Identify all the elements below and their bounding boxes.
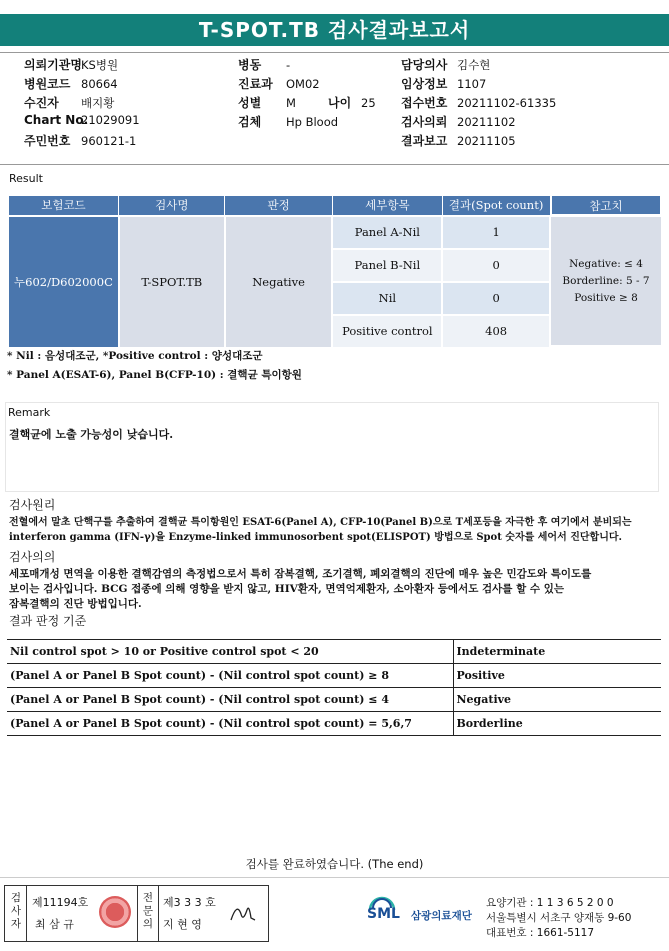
- tester-label-text: 검사자: [10, 892, 22, 930]
- reference-borderline: Borderline: 5 - 7: [562, 274, 650, 287]
- divider: [0, 52, 669, 53]
- result-table: [7, 195, 551, 349]
- report-title: T-SPOT.TB 검사결과보고서: [0, 14, 669, 46]
- info-label: 검체: [238, 115, 262, 129]
- note-panel: * Panel A(ESAT-6), Panel B(CFP-10) : 결핵균 특이항원: [7, 369, 302, 381]
- meaning-line-2: 보이는 검사입니다. BCG 접종에 의해 영향을 받지 않고, HIV환자, 면역억제환자, 소아환자 등에서도 검사를 할 수 있는: [9, 583, 564, 595]
- end-text: 검사를 완료하였습니다. (The end): [245, 857, 424, 871]
- info-label: 검사의뢰: [401, 115, 448, 129]
- reference-column: [551, 195, 661, 345]
- principle-label: 검사원리: [9, 498, 56, 512]
- result-value: 0: [442, 249, 550, 282]
- info-value: Hp Blood: [286, 115, 339, 129]
- detail-item: Nil: [332, 282, 442, 315]
- column-header: 결과(Spot count): [442, 196, 550, 216]
- column-header: 검사명: [119, 196, 225, 216]
- criteria-condition: (Panel A or Panel B Spot count) - (Nil control spot count) ≤ 4: [7, 688, 453, 712]
- meaning-label: 검사의의: [9, 550, 56, 564]
- column-header: 세부항목: [332, 196, 442, 216]
- detail-item: Positive control: [332, 315, 442, 348]
- principle-line-1: 전혈에서 말초 단핵구를 추출하여 결핵균 특이항원인 ESAT-6(Panel A), CFP-10(Panel B)으로 T세포등을 자극한 후 여기에서 분비되는: [9, 517, 632, 528]
- signature-icon: [227, 900, 259, 928]
- info-value: 배지황: [81, 96, 115, 110]
- result-value: 1: [442, 216, 550, 249]
- info-value: 80664: [81, 77, 118, 91]
- criteria-result: Indeterminate: [453, 640, 661, 664]
- info-column-1: [24, 56, 140, 151]
- info-label: 의뢰기관명: [24, 58, 82, 72]
- info-label: 병동: [238, 58, 262, 72]
- info-value: 960121-1: [81, 134, 137, 148]
- info-column-2: [238, 56, 376, 132]
- lab-code: 요양기관 : 1 1 3 6 5 2 0 0: [486, 897, 614, 909]
- info-label: 병원코드: [24, 77, 71, 91]
- result-value: 408: [442, 315, 550, 348]
- detail-item: Panel B-Nil: [332, 249, 442, 282]
- meaning-line-3: 잠복결핵의 진단 방법입니다.: [9, 598, 142, 610]
- insurance-code: 누602/D602000C: [8, 216, 119, 348]
- specialist-number: 제3 3 3 호: [163, 896, 216, 909]
- lab-address: 서울특별시 서초구 양재동 9-60: [486, 912, 632, 924]
- reference-values: [551, 217, 661, 345]
- specialist-label-text: 전문의: [142, 892, 154, 930]
- info-label: 결과보고: [401, 134, 448, 148]
- divider: [26, 886, 27, 941]
- info-label: 수진자: [24, 96, 59, 110]
- info-value: 20211105: [457, 134, 516, 148]
- tester-number: 제11194호: [32, 896, 89, 909]
- column-header: 판정: [225, 196, 333, 216]
- criteria-row: [7, 688, 661, 712]
- info-value: 20211102-61335: [457, 96, 557, 110]
- divider: [0, 877, 669, 878]
- criteria-table: [7, 639, 661, 736]
- judgement: Negative: [225, 216, 333, 348]
- info-label: 접수번호: [401, 96, 448, 110]
- criteria-row: [7, 664, 661, 688]
- info-label: 임상정보: [401, 77, 448, 91]
- criteria-label: 결과 판정 기준: [9, 614, 87, 628]
- criteria-condition: Nil control spot > 10 or Positive control spot < 20: [7, 640, 453, 664]
- criteria-result: Positive: [453, 664, 661, 688]
- divider: [158, 886, 159, 941]
- specialist-label: [139, 892, 157, 931]
- criteria-result: Negative: [453, 688, 661, 712]
- divider: [137, 886, 138, 941]
- info-value: KS병원: [81, 58, 119, 72]
- info-value: OM02: [286, 77, 320, 91]
- column-header: 참고치: [551, 195, 661, 215]
- seal-icon: [99, 896, 131, 928]
- criteria-condition: (Panel A or Panel B Spot count) - (Nil control spot count) ≥ 8: [7, 664, 453, 688]
- criteria-row: [7, 640, 661, 664]
- info-value: -: [286, 58, 291, 72]
- divider: [0, 164, 669, 165]
- note-nil: * Nil : 음성대조군, *Positive control : 양성대조군: [7, 350, 263, 362]
- tester-label: [7, 892, 25, 931]
- specialist-name: 지 현 영: [163, 918, 202, 931]
- tester-name: 최 삼 규: [35, 918, 74, 931]
- info-label: 나이: [328, 96, 352, 110]
- info-value: 1107: [457, 77, 487, 91]
- info-value: M: [286, 96, 296, 110]
- remark-label: Remark: [8, 406, 51, 419]
- info-value: 21029091: [81, 113, 140, 127]
- info-label: 진료과: [238, 77, 273, 91]
- info-value: 김수현: [457, 58, 491, 72]
- info-value: 25: [361, 96, 376, 110]
- reference-negative: Negative: ≤ 4: [569, 257, 643, 270]
- info-label: Chart No.: [24, 113, 89, 127]
- result-label: Result: [9, 172, 43, 185]
- org-logo-text: SML: [367, 906, 400, 922]
- criteria-condition: (Panel A or Panel B Spot count) - (Nil control spot count) = 5,6,7: [7, 712, 453, 736]
- criteria-result: Borderline: [453, 712, 661, 736]
- test-name: T-SPOT.TB: [119, 216, 225, 348]
- info-label: 성별: [238, 96, 262, 110]
- result-value: 0: [442, 282, 550, 315]
- reference-positive: Positive ≥ 8: [574, 291, 638, 304]
- remark-text: 결핵균에 노출 가능성이 낮습니다.: [9, 428, 174, 441]
- principle-line-2: interferon gamma (IFN-γ)을 Enzyme-linked immunosorbent spot(ELISPOT) 방법으로 Spot 숫자를 세어서 진단합니다.: [9, 532, 623, 543]
- detail-item: Panel A-Nil: [332, 216, 442, 249]
- info-label: 담당의사: [401, 58, 448, 72]
- lab-phone: 대표번호 : 1661-5117: [486, 927, 595, 939]
- signature-box: [4, 885, 269, 942]
- info-column-3: [401, 56, 556, 151]
- column-header: 보험코드: [8, 196, 119, 216]
- info-label: 주민번호: [24, 134, 71, 148]
- remark-box: [5, 402, 659, 492]
- info-value: 20211102: [457, 115, 516, 129]
- criteria-row: [7, 712, 661, 736]
- org-name: 삼광의료재단: [411, 910, 472, 922]
- meaning-line-1: 세포매개성 면역을 이용한 결핵감염의 측정법으로서 특히 잠복결핵, 조기결핵, 폐외결핵의 진단에 매우 높은 민감도와 특이도를: [9, 568, 592, 580]
- lab-info: [486, 896, 631, 941]
